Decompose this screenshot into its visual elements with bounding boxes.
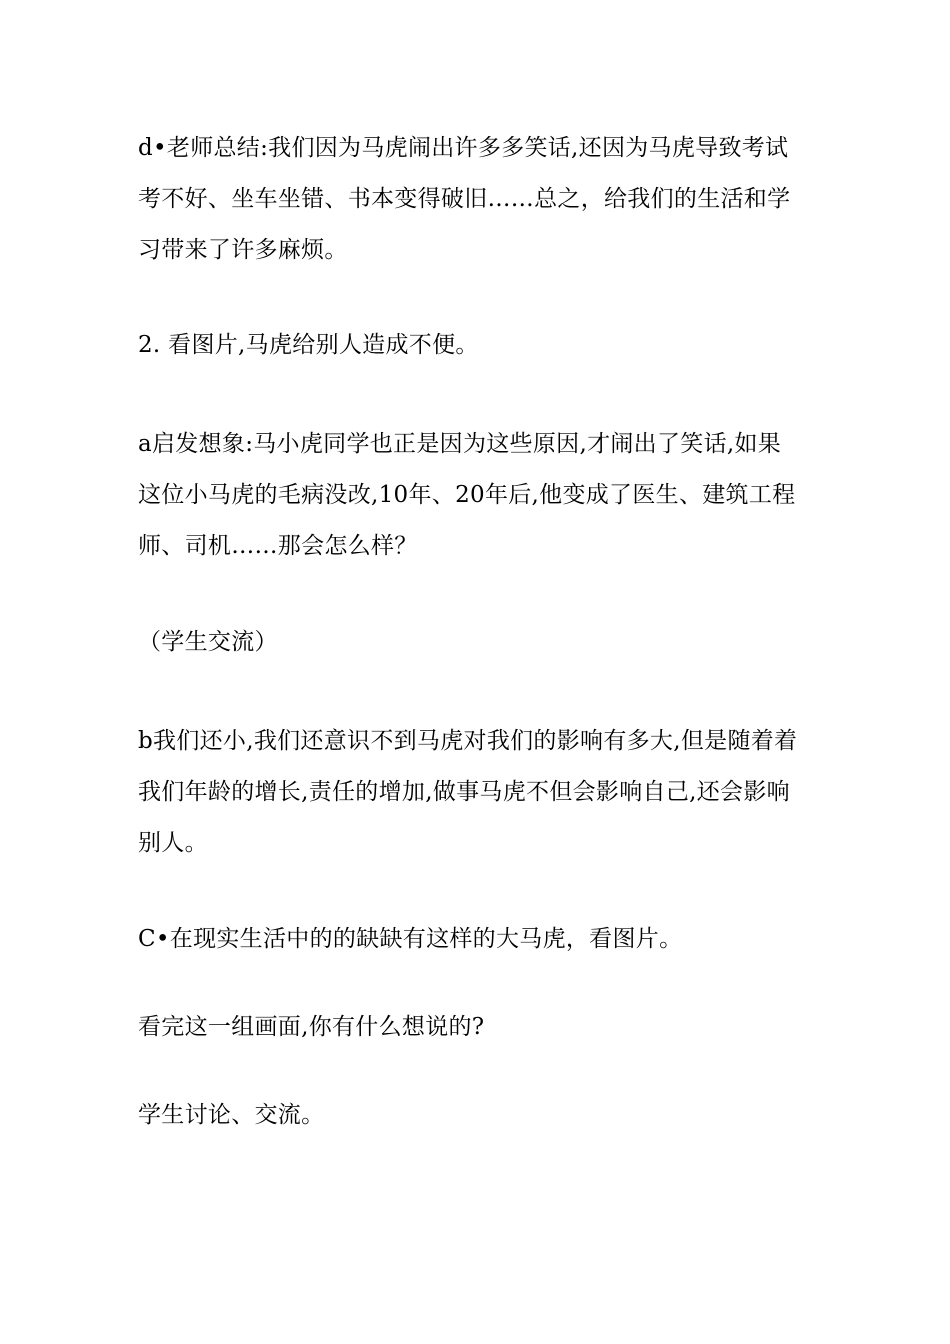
text-line: b我们还小,我们还意识不到马虎对我们的影响有多大,但是随着着 — [138, 728, 798, 754]
paragraph-teacher-summary — [138, 123, 818, 276]
text-line: 师、司机……那会怎么样？ — [138, 533, 418, 559]
text-line: 学生讨论、交流。 — [138, 1102, 325, 1128]
paragraph-discussion — [138, 1090, 818, 1141]
paragraph-growing-responsibility — [138, 716, 818, 869]
paragraph-real-life — [138, 914, 818, 965]
paragraph-question — [138, 1002, 818, 1053]
text-line: 习带来了许多麻烦。 — [138, 237, 348, 263]
text-line: 这位小马虎的毛病没改,10年、20年后,他变成了医生、建筑工程 — [138, 482, 796, 508]
text-line: d•老师总结:我们因为马虎闹出许多多笑话,还因为马虎导致考试 — [138, 135, 789, 161]
paragraph-student-exchange — [138, 617, 818, 668]
text-line: a启发想象:马小虎同学也正是因为这些原因,才闹出了笑话,如果 — [138, 431, 782, 457]
text-line: 2. 看图片,马虎给别人造成不便。 — [138, 332, 479, 358]
text-line: C•在现实生活中的的缺缺有这样的大马虎，看图片。 — [138, 926, 683, 952]
text-line: （学生交流） — [138, 629, 278, 655]
text-line: 别人。 — [138, 830, 208, 856]
paragraph-imagination-prompt — [138, 419, 818, 572]
text-line: 看完这一组画面,你有什么想说的? — [138, 1014, 485, 1040]
paragraph-section-2-heading — [138, 320, 818, 371]
text-line: 考不好、坐车坐错、书本变得破旧……总之，给我们的生活和学 — [138, 186, 791, 212]
text-line: 我们年龄的增长,责任的增加,做事马虎不但会影响自己,还会影响 — [138, 779, 790, 805]
